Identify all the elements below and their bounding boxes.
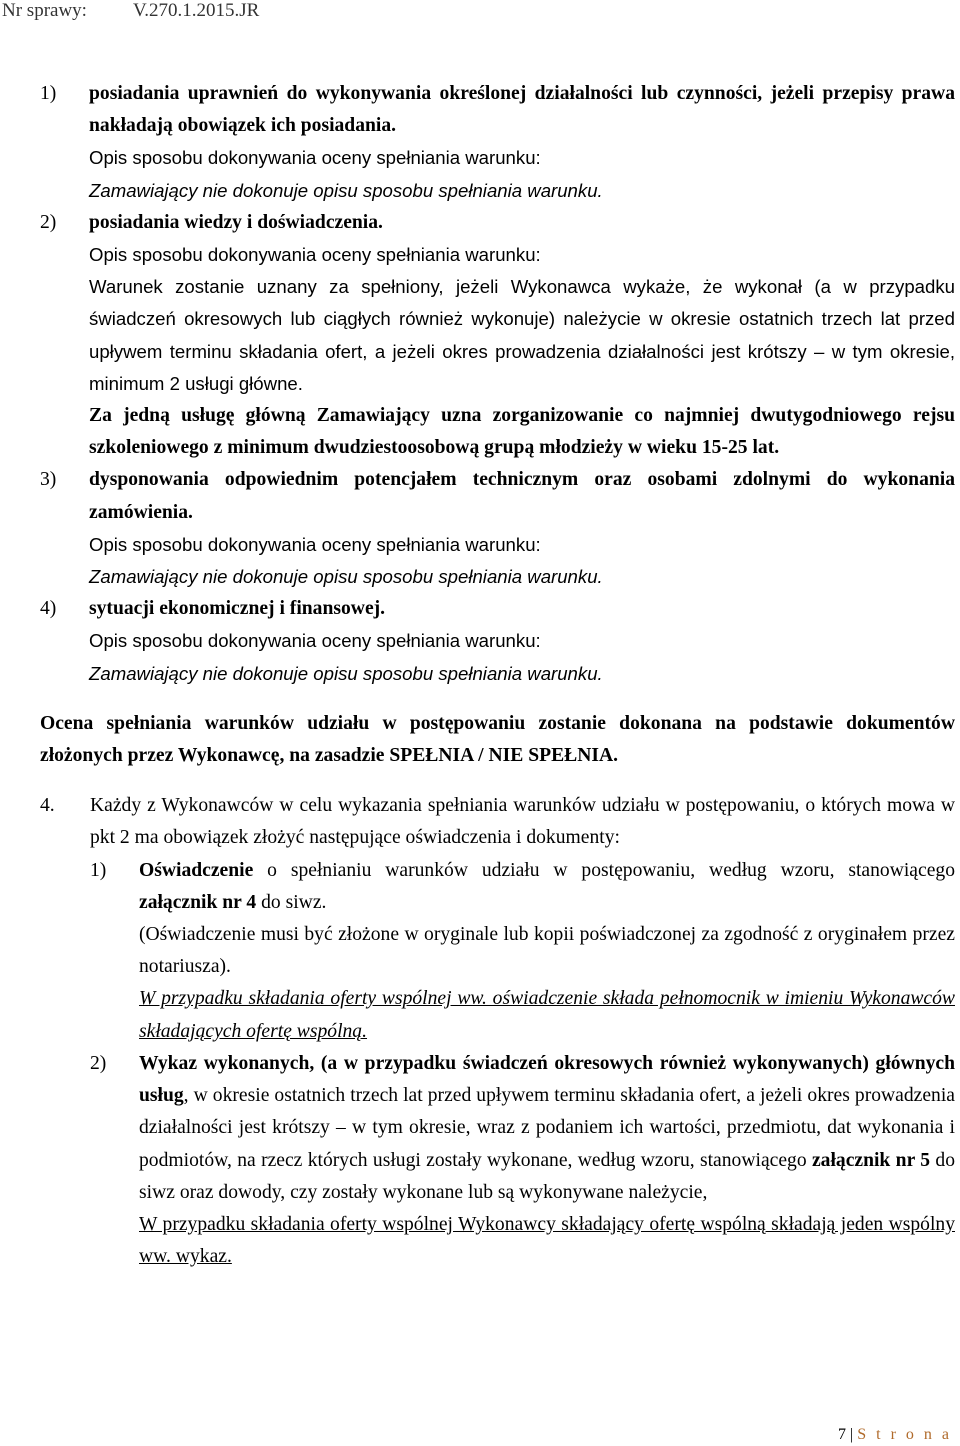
condition-text: sytuacji ekonomicznej i finansowej. bbox=[89, 598, 386, 620]
document-item-1 bbox=[90, 855, 955, 1048]
assessment-label: Opis sposobu dokonywania oceny spełniania warunku: bbox=[89, 533, 541, 555]
section-number: 4. bbox=[40, 795, 55, 817]
assessment-summary: Ocena spełniania warunków udziału w postępowaniu zostanie dokonana na podstawie dokumentów złożonych przez Wykonawcę, na zasadzie SPEŁNIA / NIE SPEŁNIA. bbox=[40, 712, 955, 767]
condition-text: dysponowania odpowiednim potencjałem technicznym oraz osobami zdolnymi do wykonania zamówienia. bbox=[89, 469, 955, 523]
original-copy-note: (Oświadczenie musi być złożone w oryginale lub kopii poświadczonej za zgodność z oryginałem przez notariusza). bbox=[139, 924, 955, 978]
condition-item-1 bbox=[40, 78, 955, 207]
condition-number: 2) bbox=[40, 211, 57, 233]
document-number: 2) bbox=[90, 1052, 107, 1074]
assessment-text: Zamawiający nie dokonuje opisu sposobu spełniania warunku. bbox=[89, 662, 603, 684]
page-word: S t r o n a bbox=[857, 1426, 952, 1443]
case-number-value: V.270.1.2015.JR bbox=[133, 0, 260, 21]
document-lead: Oświadczenie bbox=[139, 859, 254, 881]
condition-text: posiadania wiedzy i doświadczenia. bbox=[89, 211, 383, 233]
document-text bbox=[139, 855, 955, 919]
attachment-ref: załącznik nr 5 bbox=[811, 1149, 931, 1171]
condition-number: 1) bbox=[40, 83, 57, 104]
joint-offer-note: W przypadku składania oferty wspólnej Wykonawcy składający ofertę wspólną składają jeden wspólny ww. wykaz. bbox=[139, 1213, 955, 1268]
assessment-text: Zamawiający nie dokonuje opisu sposobu spełniania warunku. bbox=[89, 179, 603, 201]
condition-text: posiadania uprawnień do wykonywania określonej działalności lub czynności, jeżeli przepisy prawa nakładają obowiązek ich posiadania. bbox=[89, 83, 955, 137]
document-text-b: do siwz. bbox=[256, 891, 327, 913]
document-number: 1) bbox=[90, 859, 107, 881]
condition-item-2 bbox=[40, 207, 955, 465]
case-number-label: Nr sprawy: bbox=[2, 0, 87, 21]
document-item-2 bbox=[90, 1048, 955, 1273]
page-footer bbox=[838, 1425, 952, 1445]
joint-offer-note: W przypadku składania oferty wspólnej ww. oświadczenie składa pełnomocnik w imieniu Wykonawców składających ofertę wspólną. bbox=[139, 988, 955, 1042]
document-text-a: , w okresie ostatnich trzech lat przed upływem terminu składania ofert, a jeżeli okres prowadzenia działalności jest krótszy – w tym okresie, wraz z podaniem ich wartości, przedmiotu, dat wykonania i podmiotów, na rzecz których usługi zostały wykonane, według wzoru, stanowiącego bbox=[139, 1085, 955, 1171]
main-service-note: Za jedną usługę główną Zamawiający uzna zorganizowanie co najmniej dwutygodniowego rejsu szkoleniowego z minimum dwudziestoosobową grupą młodzieży w wieku 15-25 lat. bbox=[89, 405, 955, 459]
condition-item-4 bbox=[40, 593, 955, 690]
section-4 bbox=[40, 790, 955, 1273]
page-number: 7 bbox=[838, 1426, 847, 1443]
section-intro: Każdy z Wykonawców w celu wykazania spełniania warunków udziału w postępowaniu, o których mowa w pkt 2 ma obowiązek złożyć następujące oświadczenia i dokumenty: bbox=[90, 795, 955, 849]
document-text-a: o spełnianiu warunków udziału w postępowaniu, według wzoru, stanowiącego bbox=[253, 859, 955, 881]
document-text bbox=[139, 1048, 955, 1209]
document-body bbox=[40, 78, 955, 1273]
condition-item-3 bbox=[40, 464, 955, 593]
document-lead: Wykaz wykonanych, (a w przypadku świadczeń okresowych również wykonywanych) głównych usług bbox=[139, 1052, 955, 1107]
assessment-label: Opis sposobu dokonywania oceny spełniania warunku: bbox=[89, 630, 541, 652]
assessment-label: Opis sposobu dokonywania oceny spełniania warunku: bbox=[89, 244, 541, 266]
assessment-text: Zamawiający nie dokonuje opisu sposobu spełniania warunku. bbox=[89, 566, 603, 588]
document-text-b: do siwz oraz dowody, czy zostały wykonane lub są wykonywane należycie, bbox=[139, 1149, 955, 1203]
condition-number: 3) bbox=[40, 469, 57, 491]
assessment-label: Opis sposobu dokonywania oceny spełniania warunku: bbox=[89, 147, 541, 169]
assessment-text: Warunek zostanie uznany za spełniony, jeżeli Wykonawca wykaże, że wykonał (a w przypadku świadczeń okresowych lub ciągłych również wykonuje) należycie w okresie ostatnich trzech lat przed upływem terminu składania ofert, a jeżeli okres prowadzenia działalności jest krótszy – w tym okresie, minimum 2 usługi główne. bbox=[89, 276, 955, 394]
attachment-ref: załącznik nr 4 bbox=[139, 891, 257, 913]
footer-separator: | bbox=[850, 1426, 854, 1443]
condition-number: 4) bbox=[40, 598, 57, 620]
